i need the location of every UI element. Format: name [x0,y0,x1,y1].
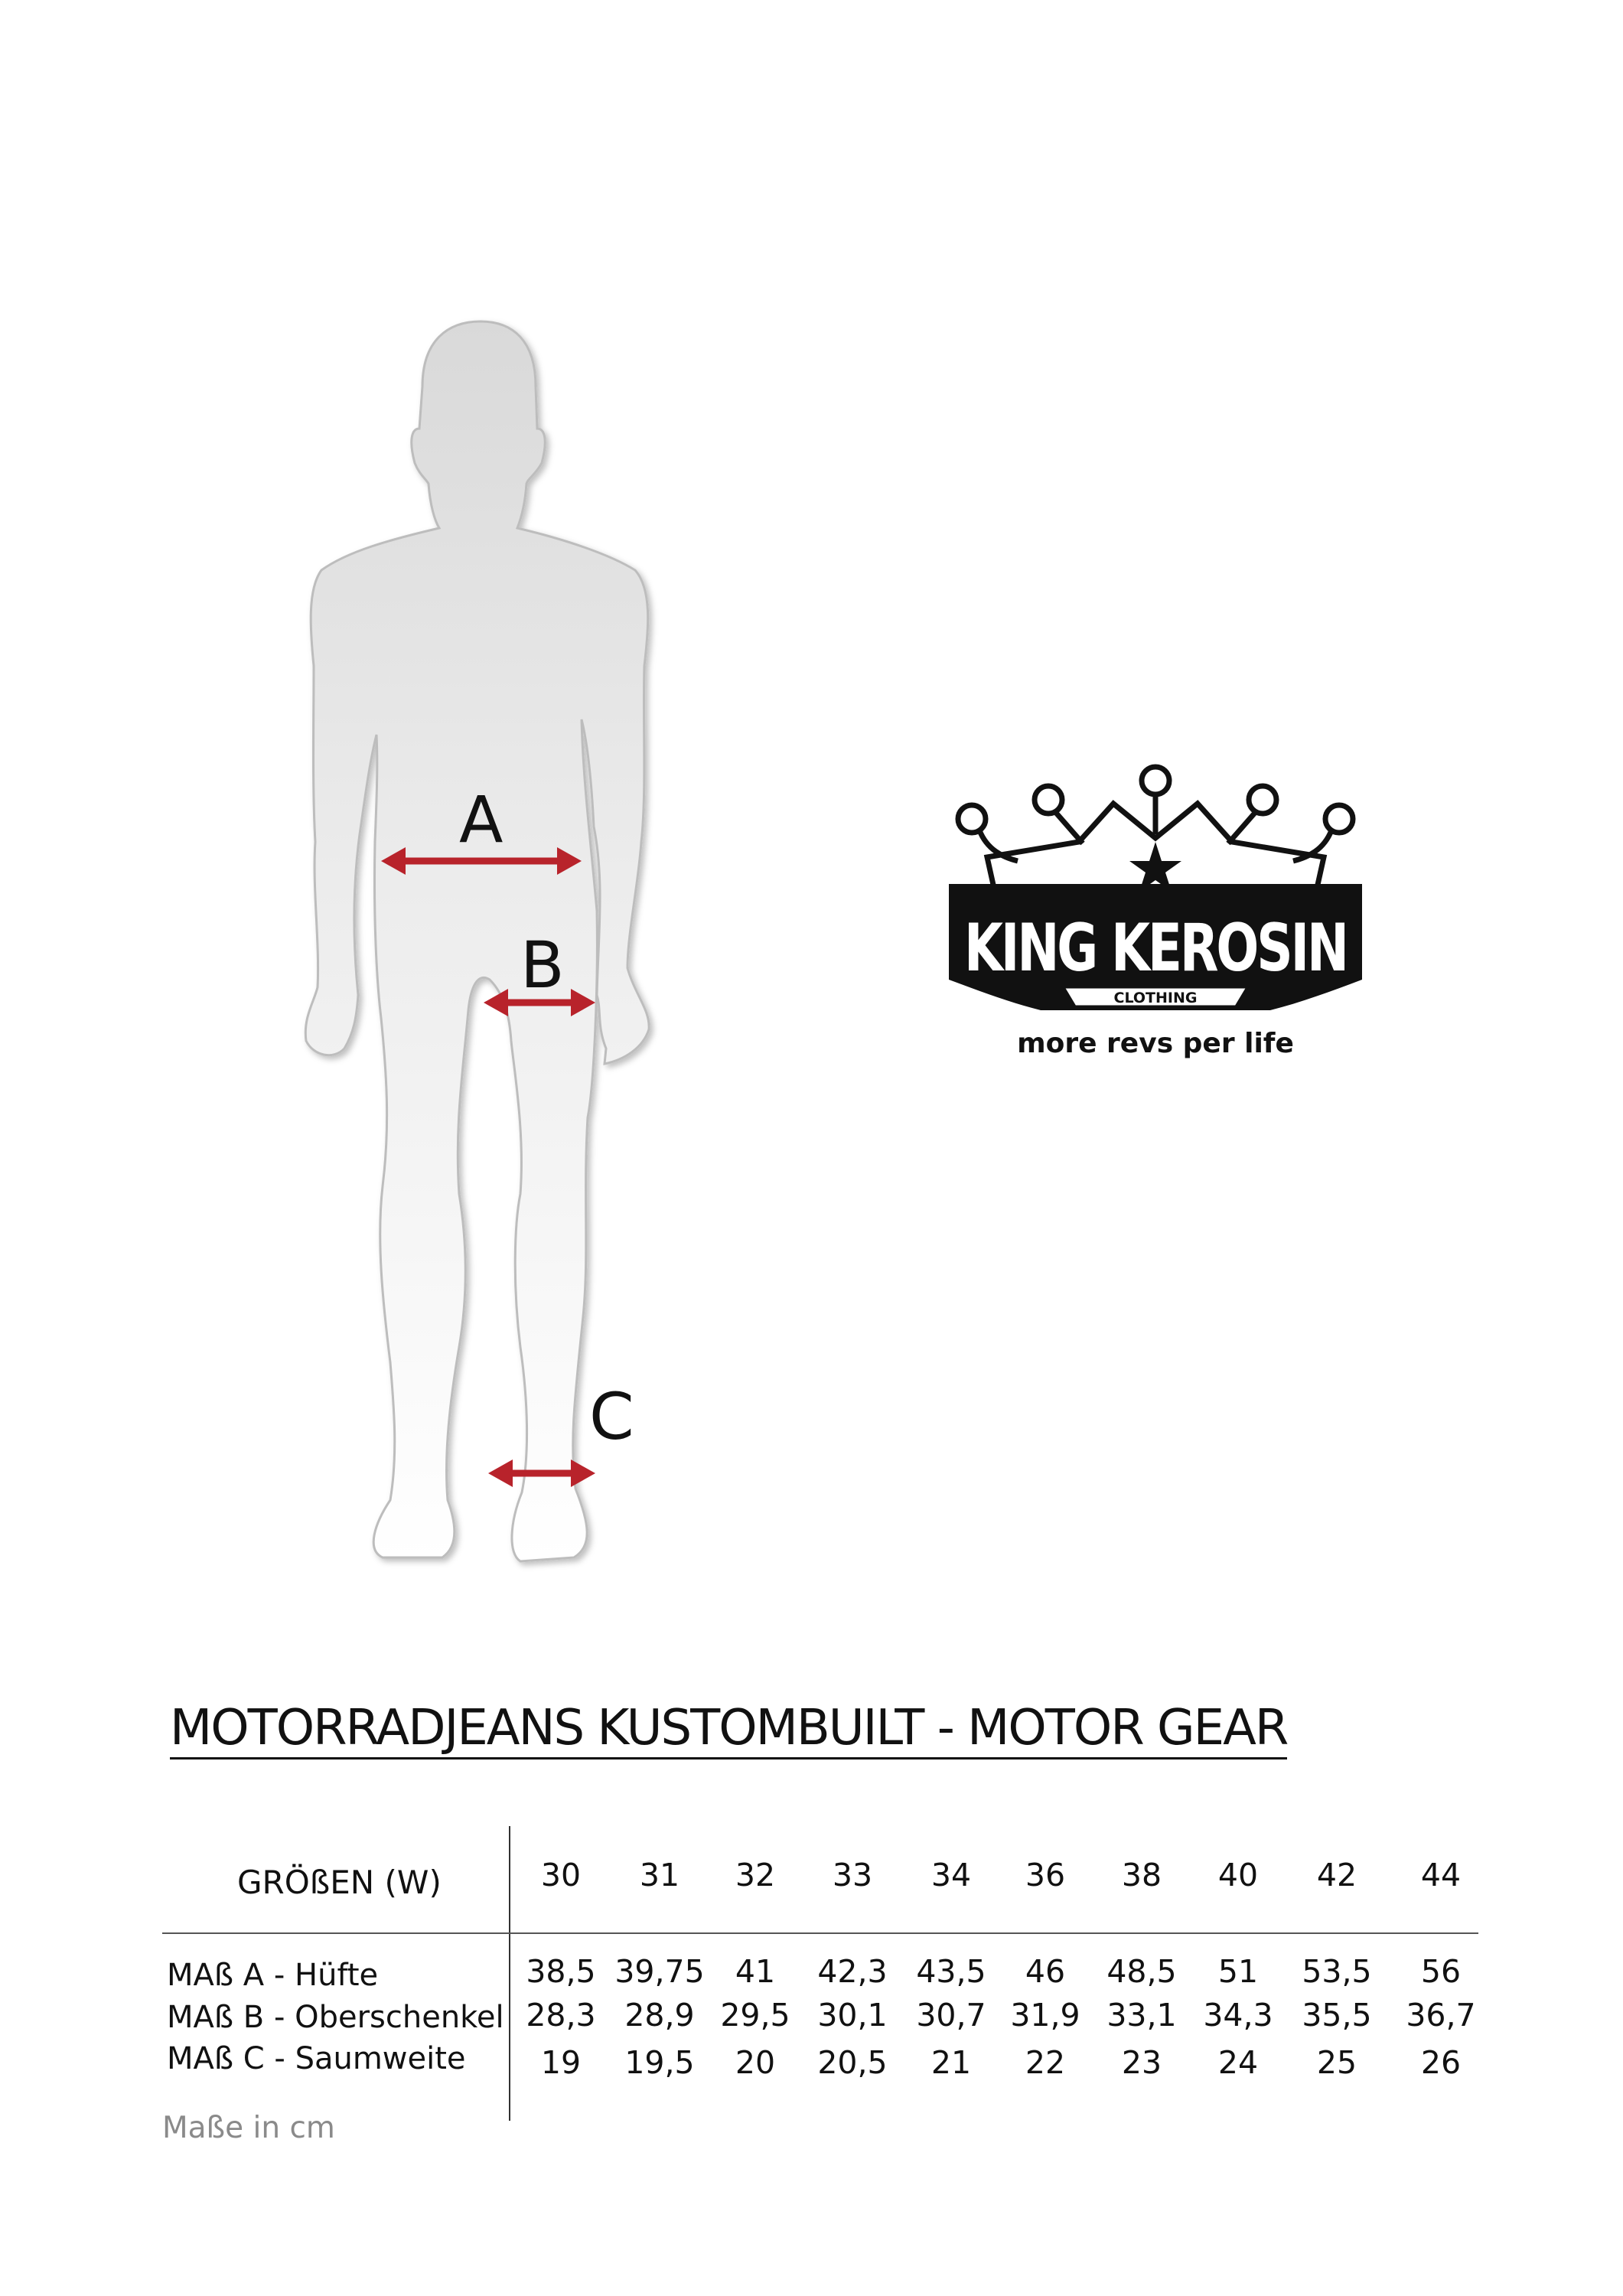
brand-name: KING KEROSIN [964,910,1347,987]
measurement-label-a: A [459,782,504,857]
table-cell: 35,5 [1302,1997,1372,2033]
table-cell: 39,75 [614,1953,705,1990]
row-label-a: MAß A - Hüfte [167,1958,379,1993]
crown-icon [958,767,1353,892]
size-header-label: GRÖßEN (W) [237,1864,442,1901]
size-col-36: 36 [1025,1857,1066,1893]
size-col-30: 30 [540,1857,582,1893]
size-table-title: MOTORRADJEANS KUSTOMBUILT - MOTOR GEAR [170,1699,1287,1760]
row-label-b: MAß B - Oberschenkel [167,2000,504,2035]
brand-slogan: more revs per life [1017,1028,1294,1059]
table-cell: 28,9 [624,1997,695,2033]
table-cell: 20,5 [817,2044,888,2081]
table-cell: 24 [1217,2044,1259,2081]
table-cell: 33,1 [1106,1997,1177,2033]
measurement-label-b: B [520,928,565,1003]
table-cell: 42,3 [817,1953,888,1990]
size-col-38: 38 [1121,1857,1162,1893]
table-cell: 46 [1025,1953,1066,1990]
size-col-34: 34 [930,1857,972,1893]
table-cell: 34,3 [1203,1997,1273,2033]
table-cell: 23 [1121,2044,1162,2081]
table-cell: 30,7 [916,1997,986,2033]
size-col-44: 44 [1420,1857,1462,1893]
body-measurement-figure [0,0,765,1607]
table-cell: 26 [1420,2044,1462,2081]
table-cell: 36,7 [1406,1997,1476,2033]
measurement-label-c: C [589,1379,634,1454]
table-cell: 31,9 [1010,1997,1080,2033]
table-cell: 43,5 [916,1953,986,1990]
table-column-divider [509,1826,510,2121]
table-cell: 19,5 [624,2044,695,2081]
table-cell: 21 [930,2044,972,2081]
table-cell: 29,5 [720,1997,790,2033]
table-cell: 41 [735,1953,776,1990]
table-cell: 19 [540,2044,582,2081]
brand-subline: CLOTHING [1113,990,1198,1006]
table-cell: 22 [1025,2044,1066,2081]
table-header-divider [162,1932,1478,1934]
table-cell: 53,5 [1302,1953,1372,1990]
table-cell: 20 [735,2044,776,2081]
size-col-40: 40 [1217,1857,1259,1893]
row-label-c: MAß C - Saumweite [167,2041,466,2076]
table-cell: 25 [1316,2044,1357,2081]
table-cell: 48,5 [1106,1953,1177,1990]
table-cell: 38,5 [526,1953,596,1990]
table-cell: 56 [1420,1953,1462,1990]
body-silhouette [305,321,649,1561]
table-cell: 30,1 [817,1997,888,2033]
size-col-33: 33 [832,1857,873,1893]
unit-note: Maße in cm [162,2111,335,2145]
king-kerosin-logo [934,758,1377,1064]
size-col-31: 31 [639,1857,680,1893]
table-cell: 51 [1217,1953,1259,1990]
table-cell: 28,3 [526,1997,596,2033]
size-col-42: 42 [1316,1857,1357,1893]
size-col-32: 32 [735,1857,776,1893]
